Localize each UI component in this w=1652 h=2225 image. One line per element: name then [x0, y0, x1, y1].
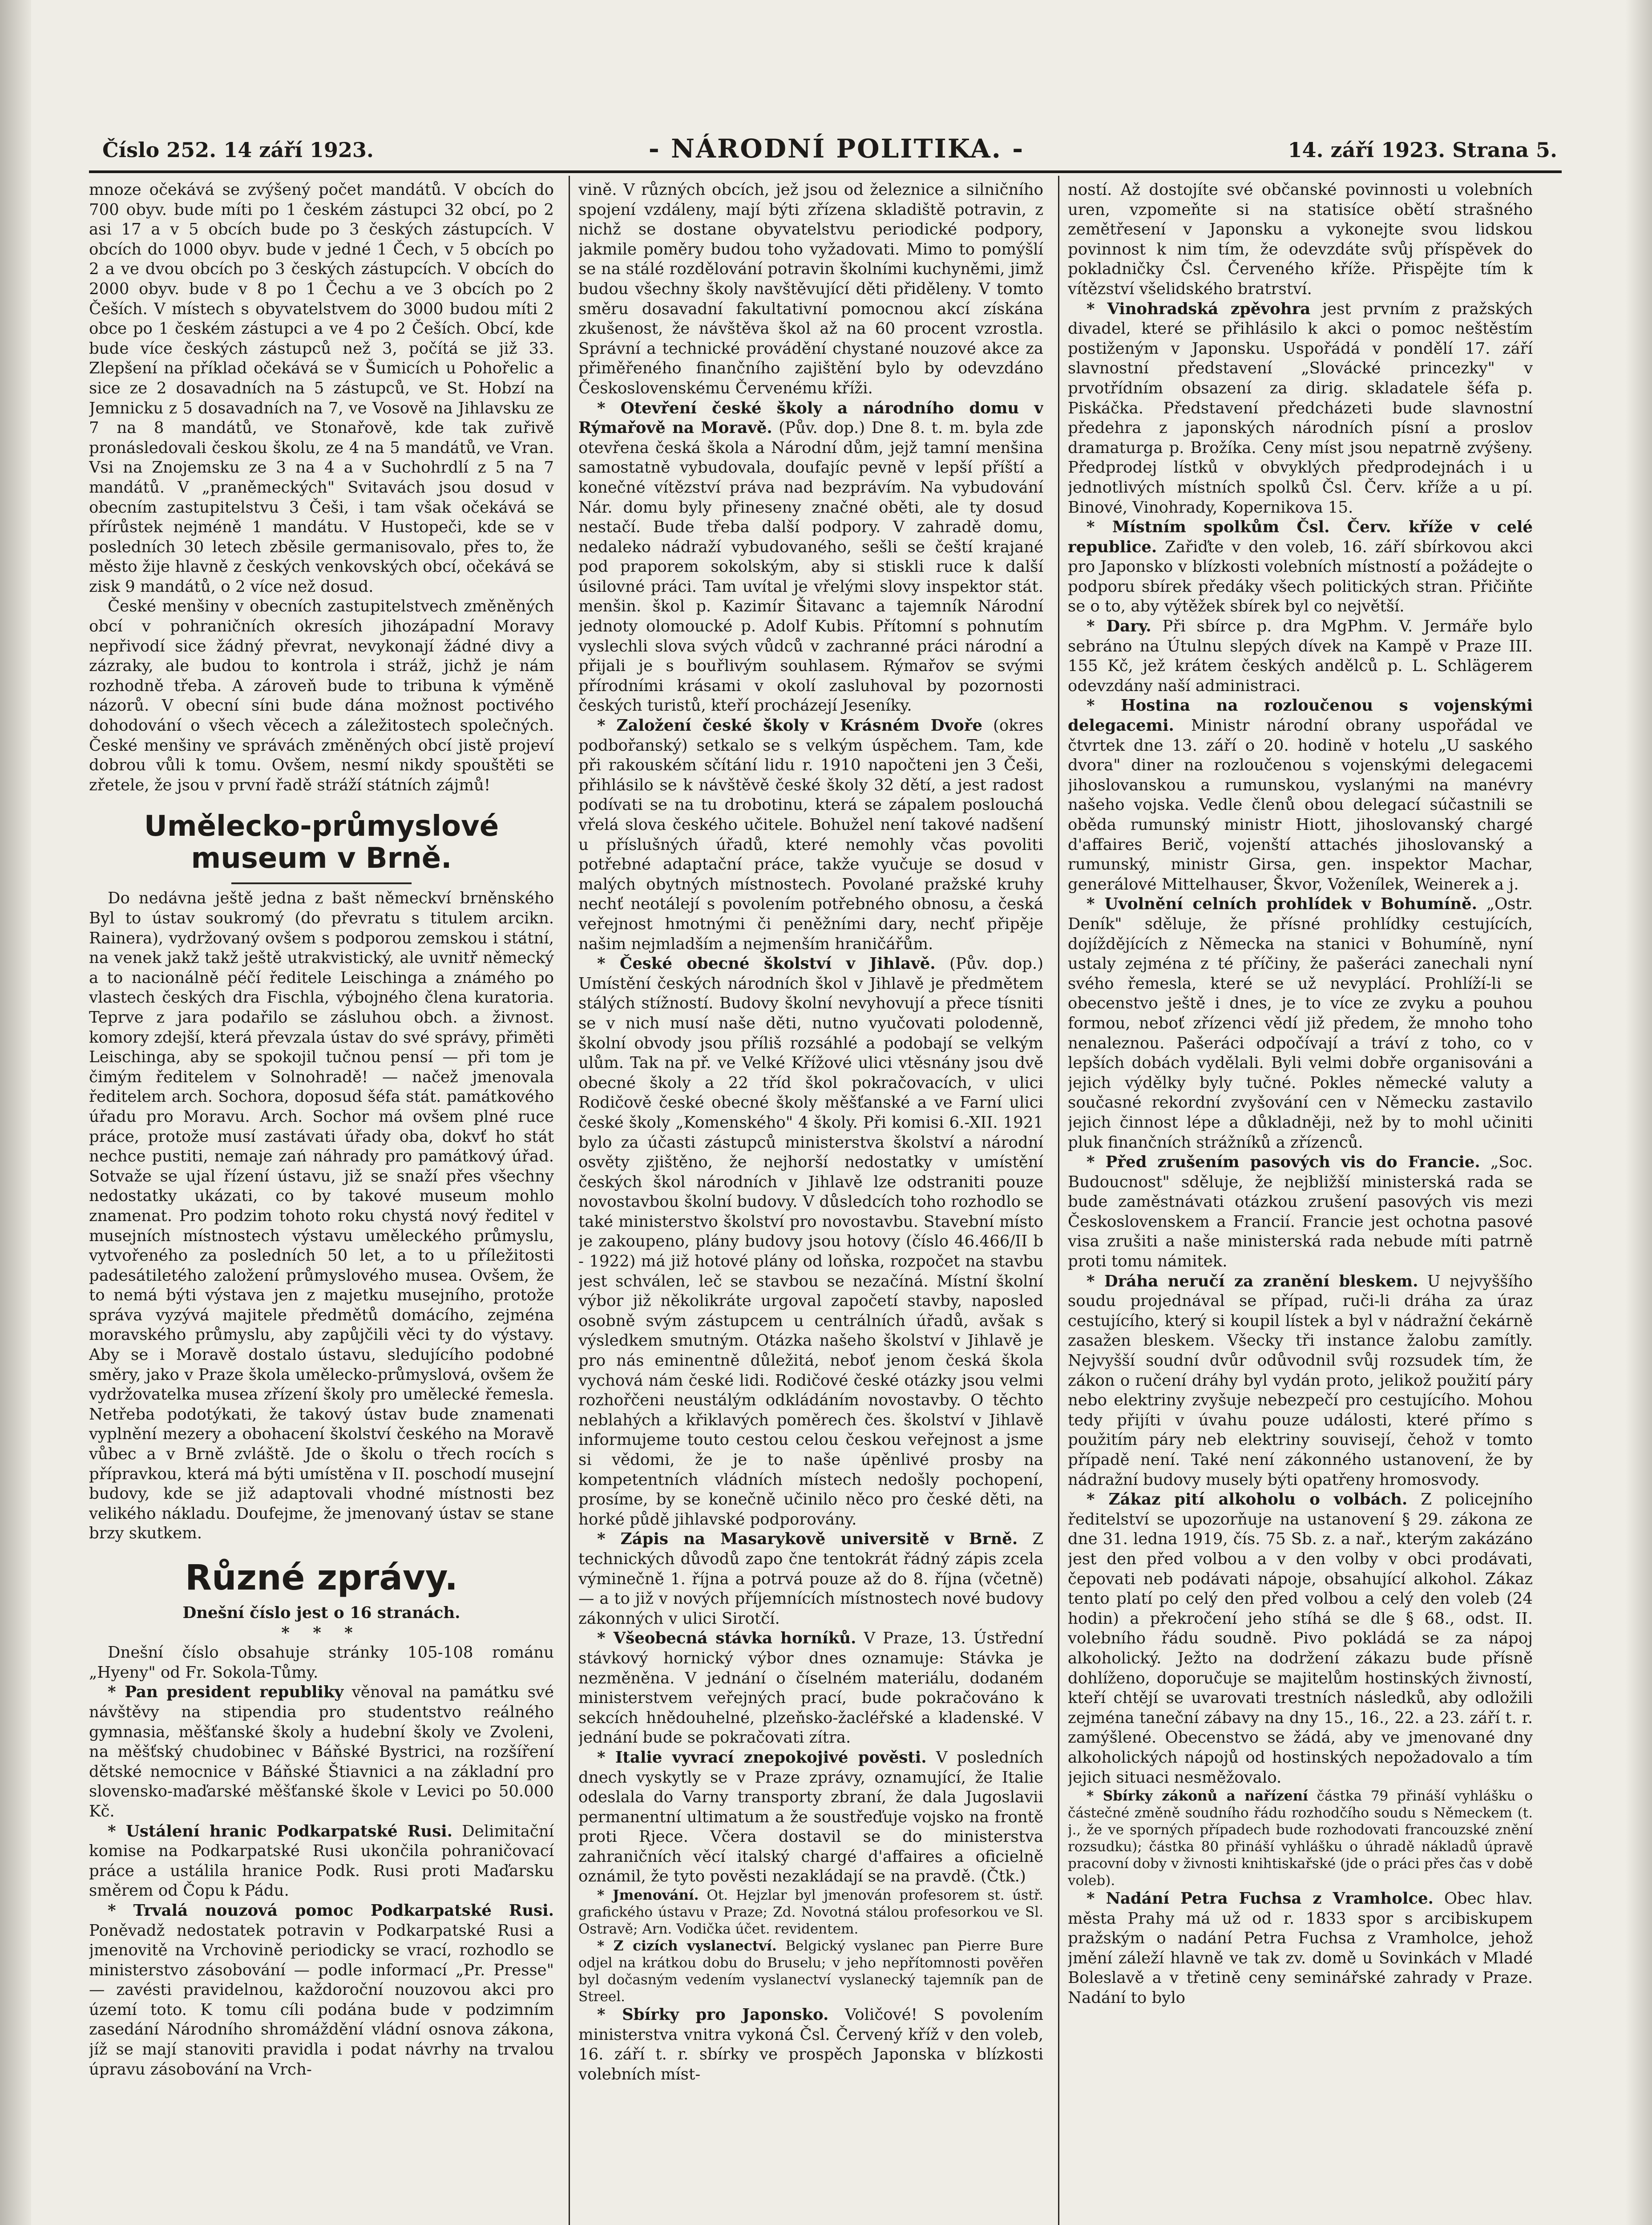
separator-stars: * * * [281, 1623, 362, 1642]
news-item-text: jest prvním z pražských divadel, které se přihlásilo k akci o pomoc neštěstím postiženým v Japonsku. Uspořádá v pondělí 17. září slavnostní představení „Slovácké princezky" v prvotřídním obsazení za dirig. skladatele šéfa p. Piskáčka. Představení předcházeti bude slavnostní předehra z japonských národních písní a proslov dramaturga p. Brožíka. Ceny míst jsou nepatrně zvýšeny. Předprodej lístků v obvyklých předprodejnách i u jednotlivých místních spolků Čsl. Červ. kříže a u pí. Binové, Vinohrady, Kopernikova 15. [1068, 299, 1533, 517]
news-item-heading: * Dary. [1087, 617, 1151, 636]
news-item [578, 1887, 1043, 1938]
news-item-heading: * Italie vyvrací znepokojivé pověsti. [597, 1748, 927, 1767]
news-item-text: Z technických důvodů zapo čne tentokrát řádný zápis zcela výminečně 1. října a potrvá pouze až do 8. října (včetně) — a to již v nových příjemnících místnostech nové budovy zákonných v ulici Sirotčí. [578, 1530, 1043, 1628]
news-item [1068, 1153, 1533, 1272]
news-item-text: Ot. Hejzlar byl jmenován profesorem st. ústř. grafického ústavu v Praze; Zd. Novotná stálou profesorkou ve Sl. Ostravě; Arn. Vodička účet. revidentem. [578, 1887, 1043, 1938]
news-item [1068, 299, 1533, 518]
page-shadow-right [1625, 0, 1652, 2225]
news-item [1068, 1272, 1533, 1490]
article-paragraph: Do nedávna ještě jedna z bašt německví brněnského Byl to ústav soukromý (do převratu s titulem arcikn. Rainera), vydržovaný ovšem s podporou zemskou i státní, na venek jakž takž ještě utrakvistický, ale uvnitř německý a to nacionálně péčí ředitele Leischinga a známého po vlastech českých dra Fischla, výbojného člena kuratoria. Teprve z jara podařilo se zásluhou obch. a živnost. komory zdejší, která převzala ústav do své správy, přiměti Leischinga, aby se spokojil tučnou pensí — při tom je čimým ředitelem v Solnohradě! — načež jmenovala ředitelem arch. Sochora, doposud šéfa stát. památkového úřadu pro Moravu. Arch. Sochor má ovšem plné ruce práce, protože musí zastávati úřady oba, dokvť ho stát nechce pustiti, nemaje zań náhrady pro památkový úřad. Sotvaže se ujal řízení ústavu, již se snaží přes všechny nedostatky ukázati, co by takové museum mohlo znamenat. Pro podzim tohoto roku chystá nový ředitel v musejních místnostech výstavu uměleckého průmyslu, vytvořeného za posledních 50 let, a to u příležitosti padesátiletého založení průmyslového musea. Ovšem, že to nemá býti výstava jen z majetku musejního, protože správa vyzývá majitele předmětů domácího, zejména moravského průmyslu, aby zapůjčili věci ty do výstavy. Aby se i Moravě dostalo ústavu, sledujícího podobné směry, jako v Praze škola umělecko-průmyslová, ovšem že vydržovatelka musea zřízení školy pro umělecké řemesla. Netřeba podotýkati, že takový ústav bude znamenati vyplnění mezery a obohacení školství českého na Moravě vůbec a v Brně zvláště. Jde o školu o třech rocích s přípravkou, která má býti umístěna v II. poschodí musejní budovy, kde se již adaptovali vhodné místnosti bez velikého nákladu. Doufejme, že jmenovaný ústav se stane brzy skutkem. [89, 889, 554, 1543]
column-2 [578, 180, 1043, 2225]
news-item-heading: * Uvolnění celních prohlídek v Bohumíně. [1087, 895, 1477, 914]
page-shadow-left [0, 0, 31, 2225]
news-item-text: Belgický vyslanec pan Pierre Bure odjel na krátkou dobu do Bruselu; v jeho nepřítomnosti pověřen byl dočasným vedením vyslanectví vyslanecký tajemník pan de Streel. [578, 1938, 1043, 2005]
news-item-heading: * Před zrušením pasových vis do Francie. [1087, 1153, 1480, 1172]
news-item-text: „Ostr. Deník" sděluje, že přísné prohlídky cestujících, dojíždějících z Německa na stanici v Bohumíně, nyní ustaly zejména z té příčiny, že pašeráci zanechali nyní svého řemesla, které se už nevyplácí. Prohlíží-li se obecenstvo ještě i dnes, je to více ze zvyku a pouhou formou, neboť zřízenci vědí již předem, že mnoho toho nenaleznou. Pašeráci odpočívají a tráví z toho, co v lepších dobách vydělali. Byli velmi dobře organisováni a jejich výdělky byly tučné. Pokles německé valuty a současné rekordní zvyšování cen v Německu zastavilo jejich činnost lépe a důkladněji, než by to mohl učiniti pluk finančních strážníků a zřízenců. [1068, 895, 1533, 1152]
notice-line: Dnešní číslo jest o 16 stranách. [182, 1604, 460, 1622]
news-item-heading: * Nadání Petra Fuchsa z Vramholce. [1087, 1889, 1434, 1908]
news-item [578, 1629, 1043, 1748]
newspaper-title: - NÁRODNÍ POLITIKA. - [648, 134, 1025, 164]
news-item-heading: * Založení české školy v Krásném Dvoře [597, 716, 983, 735]
issue-number: Číslo 252. 14 září 1923. [102, 138, 374, 162]
news-item-text: věnoval na památku své návštěvy na stipendia pro studentstvo reálného gymnasia, měšťanské školy a hudební školy ve Zvoleni, na měšťský chudobinec v Báňské Bystrici, na rozšíření dětské nemocnice v Báňské Štiavnici a na základní pro slovensko-maďarské měšťanské škole v Levici po 50.000 Kč. [89, 1683, 554, 1820]
news-item-heading: * Vinohradská zpěvohra [1087, 299, 1311, 318]
news-item-text: Ministr národní obrany uspořádal ve čtvrtek dne 13. září o 20. hodině v hotelu „U saského dvora" diner na rozloučenou s vojenskými delegacemi jihoslovanskou a rumunskou, vyslanými na manévry našeho vojska. Vedle členů obou delegací súčastnili se oběda rumunský ministr Hiott, jihoslovanský chargé d'affaires Berič, vojenští attachés jihoslovanský a rumunský, ministr Girsa, gen. inspektor Machar, generálové Mittelhauser, Škvor, Voženílek, Weinerek a j. [1068, 716, 1533, 894]
date-and-page: 14. září 1923. Strana 5. [1288, 138, 1557, 162]
news-item-text: Při sbírce p. dra MgPhm. V. Jermáře bylo sebráno na Útulnu slepých dívek na Kampě v Praze III. 155 Kč, jež krátem českých andělců p. L. Schlägerem odevzdány naší administraci. [1068, 617, 1533, 695]
article-paragraph: vině. V různých obcích, jež jsou od železnice a silničního spojení vzdáleny, mají býti zřízena skladiště potravin, z nichž se dostane obyvatelstvu periodické podpory, jakmile poměry budou toho vyžadovati. Mimo to pomýšlí se na stálé rozdělování potravin školními kuchyněmi, jimž budou všechny školy navštěvující děti přiděleny. V tomto směru dosavadní fakultativní pomocnou akcí získána zkušenost, že návštěva škol až na 60 procent vzrostla. Správní a technické provádění chystané nouzové akce za přiměřeného finančního zajištění bylo by odevzdáno Československému Červenému kříži. [578, 181, 1043, 397]
article-paragraph: Dnešní číslo obsahuje stránky 105-108 románu „Hyeny" od Fr. Sokola-Tůmy. [89, 1643, 554, 1682]
news-item-text: V posledních dnech vyskytly se v Praze zprávy, oznamující, že Italie odeslala do Varny transporty zbraní, že dala Jugoslavii permanentní ultimatum a že soustřeďuje vojsko na frontě proti Rjece. Včera dostavil se do ministerstva zahraničních věcí italský chargé d'affaires a oficielně oznámil, že tyto pověsti nezakládají se na pravdě. (Čtk.) [578, 1748, 1043, 1886]
news-item-text: U nejvyššího soudu projednával se případ, ruči-li dráha za úraz cestujícího, který si koupil lístek a byl v nádražní čekárně zasažen bleskem. Všecky tři instance žalobu zamítly. Nejvyšší soudní dvůr odůvodnil svůj rozsudek tím, že zákon o ručení dráhy byl vydán proto, jelikož použití páry nebo elektriny zvyšuje nebezpečí pro cestujícího. Mohou tedy přijíti v úvahu pouze události, které přímo s použitím páry neb elektriny souvisejí, čehož v tomto případě není. Také není zákonného ustanovení, že by nádražní budovy musely býti opatřeny hromosvody. [1068, 1272, 1533, 1489]
news-item-text: Zařiďte v den voleb, 16. září sbírkovou akci pro Japonsko v blízkosti volebních místností a požádejte o podporu sbírek předáky všech politických stran. Přičiňte se o to, aby výtěžek sbírek byl co největší. [1068, 538, 1533, 616]
article-paragraph: České menšiny v obecních zastupitelstvech změněných obcí v pohraničních okresích jihozápadní Moravy nepřivodí sice žádný převrat, nevykonají žádné divy a zázraky, ale budou to kontrola i stráž, jichž je nám rozhodně třeba. A zároveň bude to tribuna k výměně názorů. V obecní síni bude dána možnost poctivého dohodování o všech věcech a záležitostech společných. České menšiny ve správách změněných obcí jistě projeví dobrou vůli k tomu. Ovšem, nesmí nikdy spouštěti se zřetele, že jsou v první řadě stráží státních zájmů! [89, 597, 554, 794]
header-rule [89, 170, 1562, 173]
news-item-heading: * Zákaz pití alkoholu o volbách. [1087, 1490, 1408, 1509]
section-heading: Různé zprávy. [185, 1558, 458, 1598]
news-item [578, 399, 1043, 716]
news-item-heading: * Všeobecná stávka horníků. [597, 1629, 856, 1648]
news-item-heading: * Ustálení hranic Podkarpatské Rusi. [108, 1822, 453, 1841]
news-item-text: Poněvadž nedostatek potravin v Podkarpatské Rusi a jmenovitě na Vrchovině periodicky se vrací, rozhodlo se ministerstvo zásobování — podle informací „Pr. Presse" — zavésti pravidelnou, každoroční nouzovou akci pro území toto. K tomu cíli podána bude v podzimním zasedání Národního shromáždění vládní osnova zákona, jíž se mají stanoviti pravidla i podat návrhy na trvalou úpravu zásobování na Vrch- [89, 1921, 554, 2079]
news-item [89, 1822, 554, 1901]
news-item [1068, 1788, 1533, 1889]
news-item [1068, 1889, 1533, 2008]
column-3 [1068, 180, 1533, 2225]
news-item-text: V Praze, 13. Ústřední stávkový hornický výbor dnes oznamuje: Stávka je nezměněna. V jednání o číselném materiálu, dodaném ministerstvem veřejných prací, bude pokračováno k sekcích hnědouhelné, plzeňsko-žacléřské a kladenské. V jednání bude se pokračovati zítra. [578, 1629, 1043, 1747]
news-item [89, 1683, 554, 1821]
news-item [578, 1938, 1043, 2005]
column-divider [1058, 176, 1059, 2225]
news-item [1068, 1490, 1533, 1788]
news-item [1068, 518, 1533, 617]
article-headline: Umělecko-průmyslové museum v Brně. [144, 810, 499, 875]
news-item-heading: * Trvalá nouzová pomoc Podkarpatské Rusi. [108, 1901, 554, 1920]
page-header [102, 134, 1557, 169]
news-item [578, 2005, 1043, 2084]
news-item [578, 716, 1043, 954]
news-item-text: (okres podbořanský) setkalo se s velkým úspěchem. Tam, kde při rakouském sčítání lidu r. 1910 napočteni jen 3 Češi, přihlásilo se k návštěvě české školy 32 dětí, a jest radost podívati se na tu drobotinu, která se zápalem poslouchá vřelá slova českého učitele. Bohužel není takové nadšení u příslušných úřadů, které nemohly včas povoliti potřebné adaptační práce, takže vyučuje se dosud v malých obytných místnostech. Povolané pražské kruhy nechť neotálejí s povolením potřebného obnosu, a česká veřejnost hmotnými či peněžními dary, nechť připěje našim nejmladším a nejmenším hraničářům. [578, 716, 1043, 953]
news-item [578, 1529, 1043, 1629]
column-divider [569, 176, 570, 2225]
news-item-heading: * Dráha neručí za zranění bleskem. [1087, 1272, 1418, 1290]
news-item-heading: * Hostina na rozloučenou s vojenskými delegacemi. [1068, 696, 1533, 735]
news-item [89, 1901, 554, 2079]
news-item-heading: * Sbírky pro Japonsko. [597, 2006, 829, 2024]
news-item-text: částka 79 přináší vyhlášku o částečné změně soudního řádu rozhodčího soudu s Německem (t. j., že ve sporných případech bude rozhodovati francouzské znění rozsudku); částka 80 přináší vyhlášku o úhradě nákladů úpravě pracovní doby v živnosti knihtiskařské (jde o práci přes čas v době voleb). [1068, 1788, 1533, 1889]
news-item [1068, 617, 1533, 696]
news-item-text: Z policejního ředitelství se upozorňuje na ustanovení § 29. zákona ze dne 31. ledna 1919, čís. 75 Sb. z. a nař., kterým zakázáno jest den před volbou a v den volby v obci prodávati, čepovati neb podávati nápoje, obsahující alkohol. Zákaz tento platí po celý den před volbou a celý den voleb (24 hodin) a překročení jeho stíhá se dle § 68., odst. II. volebního řádu soudně. Pivo pokládá se za nápoj alkoholický. Ježto na dodržení zákazu bude přísně dohlíženo, doporučuje se majitelům hostinských živností, kteří chtějí se uvarovati trestních následků, aby odložili zejména taneční zábavy na dny 15., 16., 22. a 23. září t. r. zamýšlené. Obecenstvo se žádá, aby ve jmenované dny alkoholických nápojů od hostinských nepožadovalo a tím jejich situaci nesměžovalo. [1068, 1490, 1533, 1787]
news-item [1068, 894, 1533, 1153]
news-item-heading: * Sbírky zákonů a nařízení [1087, 1788, 1308, 1804]
news-item-heading: * České obecné školství v Jihlavě. [597, 955, 936, 973]
news-item-text: „Soc. Budoucnost" sděluje, že nejbližší ministerská rada se bude zaměstnávati otázkou zrušení pasových vis mezi Československem a Francií. Francie jest ochotna pasové visa zrušiti a naše ministerská rada nebude míti patrně proti tomu námitek. [1068, 1153, 1533, 1271]
column-1 [89, 180, 554, 2225]
news-item-text: Obec hlav. města Prahy má už od r. 1833 spor s arcibiskupem pražským o nadání Petra Fuchsa z Vramholce, jehož jmění záleží hlavně ve tak zv. domě u Sovinkách v Mladé Boleslavě a v třetině ceny seminářské zahrady v Praze. Nadání to bylo [1068, 1889, 1533, 2007]
article-paragraph: mnoze očekává se zvýšený počet mandátů. V obcích do 700 obyv. bude míti po 1 českém zástupci 32 obcí, po 2 asi 17 a v 5 obcích bude po 3 českých zástupcích. V obcích do 1000 obyv. bude v jedné 1 Čech, v 5 obcích po 2 a ve dvou obcích po 3 českých zástupcích. V obcích do 2000 obyv. bude v 8 po 1 Čechu a ve 3 obcích po 2 Češích. V místech s obyvatelstvem do 3000 budou míti 2 obce po 1 českém zástupci a ve 4 po 2 Češích. Obcí, kde bude více českých zástupců než 3, počítá se již 33. Zlepšení na příklad očekává se v Šumicích u Pohořelic a sice ze 2 dosavadních na 5 zástupců, ve St. Hobzí na Jemnicku z 5 dosavadních na 7, ve Vosově na Jihlavsku ze 7 na 8 mandátů, ve Stonařově, kde tak zuřivě pronásledovali českou školu, ze 4 na 5 mandátů, ve Vran. Vsi na Znojemsku ze 3 na 4 a v Suchohrdlí z 5 na 7 mandátů. V „praněmeckých" Svitavách jsou dosud v obecním zastupitelstvu 3 Češi, i tam však očekává se přírůstek nejméně 1 mandátu. V Hustopeči, kde se v posledních 30 letech zběsile germanisovalo, přes to, že město žije hlavně z českých venkovských obcí, očekává se zisk 9 mandátů, o 2 více než dosud. [89, 181, 554, 596]
news-item-text: Delimitační komise na Podkarpatské Rusi ukončila pohraničovací práce a ustálila hranice Podk. Rusi proti Maďarsku směrem od Čopu k Pádu. [89, 1822, 554, 1900]
news-item-text: (Pův. dop.) Umístění českých národních škol v Jihlavě je předmětem stálých stížností. Budovy školní nevyhovují a přece tísniti se v nich musí naše děti, nutno vyučovati polodenně, školní obvody jsou příliš rozsáhlé a podobají se velkým ulům. Tak na př. ve Velké Křížové ulici vtěsnány jsou dvě obecné školy a 22 tříd škol pokračovacích, v ulici Rodičově české obecné školy měšťanské a ve Farní ulici české školy „Komenského" 4 školy. Při komisi 6.-XII. 1921 bylo za účasti zástupců ministerstva školství a národní osvěty zjištěno, že nejhorší nedostatky v umístění českých škol národních v Jihlavě lze odstraniti pouze novostavbou školní budovy. V důsledcích toho rozhodlo se také ministerstvo školství pro novostavbu. Stavební místo je zakoupeno, plány budovy jsou hotovy (číslo 46.466/II b - 1922) má již hotové plány od loňska, rozpočet na stavbu jest schválen, leč se stavbou se nezačíná. Místní školní výbor již několikráte urgoval započetí stavby, naposled osobně svým zástupcem u centrálních úřadů, avšak s výsledkem smutným. Otázka našeho školství v Jihlavě je pro nás eminentně důležitá, neboť jenom česká škola vychová nám české lidi. Rodičové české otázky jsou velmi rozhořčeni neustálým odkládáním novostavby. O těchto neblahých a křiklavých poměrech čes. školství v Jihlavě informujeme touto cestou celou českou veřejnost a jsme si vědomi, že je to naše úpěnlivé prosby na kompetentních vládních místech nedošly pochopení, prosíme, by se konečně učinilo něco pro české děti, na horké půdě jihlavské podporovány. [578, 955, 1043, 1529]
news-item-heading: * Z cizích vyslanectví. [597, 1938, 777, 1954]
news-item-text: (Pův. dop.) Dne 8. t. m. byla zde otevřena česká škola a Národní dům, jejž tamní menšina samostatně vybudovala, doufajíc pevně v lepší příští a konečné vítězství práva nad bezprávím. Na vybudování Nár. domu byly přineseny značné oběti, ale ty dosud nestačí. Bude třeba další podpory. V zahradě domu, nedaleko nádraží vybudovaného, sešli se čeští krajané pod praporem sokolským, aby si stiskli ruce k další úsilovné práci. Tam uvítal je vřelými slovy inspektor stát. menšin. škol p. Kazimír Šitavanc a tajemník Národní jednoty olomoucké p. Adolf Kubis. Přítomní s pohnutím vyslechli slova svých vůdců v zachranné práci národní a přijali je s bouřlivým souhlasem. Rýmařov se svými přírodními krásami v okolí zasluhoval by pozornosti českých turistů, kteří procházejí Jeseníky. [578, 419, 1043, 715]
news-item-heading: * Otevření české školy a národního domu v Rýmařově na Moravě. [578, 399, 1043, 437]
news-item [1068, 696, 1533, 894]
news-item-text: Voličové! S povolením ministerstva vnitra vykoná Čsl. Červený kříž v den voleb, 16. září t. r. sbírky ve prospěch Japonska v blízkosti volebních míst- [578, 2006, 1043, 2083]
headline-rule [231, 882, 412, 884]
article-paragraph: ností. Až dostojíte své občanské povinnosti u volebních uren, vzpomeňte si na statisíce obětí strašného zemětřesení v Japonsku a vykonejte svou lidskou povinnost k nim tím, že odevzdáte svůj příspěvek do pokladničky Čsl. Červeného kříže. Přispějte tím k vítězství všelidského bratrství. [1068, 181, 1533, 298]
news-item [578, 954, 1043, 1529]
news-item-heading: * Jmenování. [597, 1887, 699, 1904]
news-item-heading: * Místním spolkům Čsl. Červ. kříže v celé republice. [1068, 518, 1533, 556]
news-item [578, 1748, 1043, 1887]
news-item-heading: * Zápis na Masarykově universitě v Brně. [597, 1530, 1018, 1549]
news-item-heading: * Pan president republiky [108, 1683, 344, 1702]
